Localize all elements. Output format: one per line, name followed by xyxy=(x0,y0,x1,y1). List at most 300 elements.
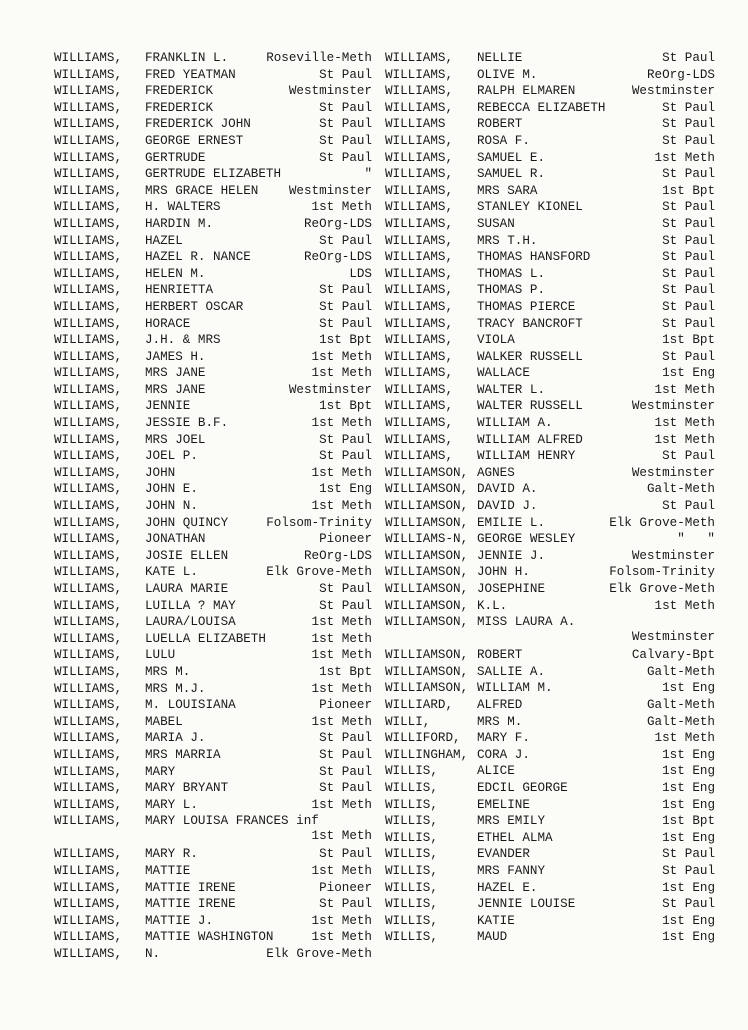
given-name-text: MRS T.H. xyxy=(477,233,538,248)
list-item xyxy=(385,498,715,515)
surname-text: WILLIAMSON, xyxy=(385,598,469,613)
church-text: 1st Meth xyxy=(654,150,715,165)
list-item xyxy=(385,133,715,150)
given-name-text: HARDIN M. xyxy=(145,216,214,231)
given-name-text: EDCIL GEORGE xyxy=(477,780,568,795)
given-name-text: HELEN M. xyxy=(145,266,206,281)
church-text: 1st Meth xyxy=(311,681,372,696)
given-name-text: ROSA F. xyxy=(477,133,530,148)
church-text: St Paul xyxy=(319,847,372,862)
given-name-text: HAZEL R. NANCE xyxy=(145,250,251,265)
given-name-text: JENNIE LOUISE xyxy=(477,897,576,912)
church-text: St Paul xyxy=(319,117,372,132)
list-item xyxy=(385,116,715,133)
given-name-text: JONATHAN xyxy=(145,532,206,547)
list-item xyxy=(54,199,372,216)
surname-text: WILLIS, xyxy=(385,913,438,928)
given-name-text: VIOLA xyxy=(477,333,515,348)
list-item xyxy=(54,415,372,432)
given-name-text: STANLEY KIONEL xyxy=(477,200,583,215)
surname-text: WILLIAMS, xyxy=(385,216,454,231)
given-name-text: TRACY BANCROFT xyxy=(477,316,583,331)
list-item xyxy=(385,548,715,565)
given-name-text: FRANKLIN L. xyxy=(145,51,229,65)
surname-text: WILLIAMS, xyxy=(385,399,454,414)
church-text: St Paul xyxy=(662,283,715,298)
surname-text: WILLIAMS, xyxy=(54,150,123,165)
church-text: 1st Meth xyxy=(654,416,715,431)
given-name-text: THOMAS HANSFORD xyxy=(477,250,591,265)
given-name-text: KATIE xyxy=(477,913,515,928)
list-item xyxy=(54,548,372,565)
list-item xyxy=(385,747,715,764)
surname-text: WILLIAMS, xyxy=(385,432,454,447)
church-text: 1st Eng xyxy=(662,681,715,696)
church-text: 1st Meth xyxy=(311,829,372,844)
surname-text: WILLIAMS, xyxy=(385,283,454,298)
given-name-text: MARY xyxy=(145,764,176,779)
church-text: 1st Eng xyxy=(662,880,715,895)
given-name-text: JESSIE B.F. xyxy=(145,416,229,431)
surname-text: WILLIS, xyxy=(385,830,438,845)
given-name-text: SALLIE A. xyxy=(477,664,546,679)
church-text: St Paul xyxy=(662,316,715,331)
given-name-text: MRS JOEL xyxy=(145,432,206,447)
surname-text: WILLIAMS, xyxy=(54,250,123,265)
surname-text: WILLIAMS, xyxy=(54,897,123,912)
given-name-text: ALFRED xyxy=(477,697,523,712)
church-text: St Paul xyxy=(319,432,372,447)
list-item xyxy=(54,133,372,150)
list-item xyxy=(385,830,715,847)
surname-text: WILLIAMS, xyxy=(385,233,454,248)
church-text: 1st Meth xyxy=(311,631,372,646)
church-text: Westminster xyxy=(631,84,715,99)
church-text: St Paul xyxy=(319,582,372,596)
given-name-text: HENRIETTA xyxy=(145,283,214,298)
surname-text: WILLIAMSON, xyxy=(385,465,469,480)
surname-text: WILLIAMSON, xyxy=(385,515,469,530)
church-text: St Paul xyxy=(662,299,715,314)
given-name-text: SUSAN xyxy=(477,216,515,231)
surname-text: WILLIAMS, xyxy=(54,565,123,580)
surname-text: WILLIARD, xyxy=(385,697,454,712)
church-text: St Paul xyxy=(319,747,372,762)
given-name-text: JOHN N. xyxy=(145,499,198,514)
church-text: St Paul xyxy=(662,167,715,182)
list-item xyxy=(54,813,372,846)
surname-text: WILLIAMS, xyxy=(54,814,123,829)
church-text: Folsom-Trinity xyxy=(266,515,372,530)
surname-text: WILLIAMS, xyxy=(385,133,454,148)
list-item xyxy=(54,365,372,382)
surname-text: WILLIAMS, xyxy=(54,532,123,547)
surname-text: WILLIS, xyxy=(385,764,438,779)
surname-text: WILLIAMS, xyxy=(54,100,123,115)
given-name-text: THOMAS L. xyxy=(477,266,546,281)
list-item xyxy=(54,498,372,515)
list-item xyxy=(54,50,372,67)
given-name-text: JENNIE J. xyxy=(477,548,546,563)
church-text: 1st Bpt xyxy=(662,333,715,348)
surname-text: WILLIAMSON, xyxy=(385,648,469,663)
church-text: 1st Meth xyxy=(311,416,372,431)
church-text: 1st Meth xyxy=(311,797,372,812)
church-text: St Paul xyxy=(662,51,715,65)
list-item xyxy=(54,100,372,117)
church-text: ReOrg-LDS xyxy=(303,250,372,265)
given-name-text: MARY F. xyxy=(477,731,530,746)
list-item xyxy=(385,598,715,615)
given-name-text: WILLIAM M. xyxy=(477,681,553,696)
given-name-text: LAURA MARIE xyxy=(145,582,229,596)
church-text: 1st Eng xyxy=(662,747,715,762)
list-item xyxy=(54,614,372,631)
given-name-text: JOHN xyxy=(145,465,176,480)
church-text: St Paul xyxy=(662,117,715,132)
surname-text: WILLIAMS, xyxy=(54,515,123,530)
surname-text: WILLIAMS, xyxy=(385,84,454,99)
surname-text: WILLIAMSON, xyxy=(385,499,469,514)
surname-text: WILLIAMS, xyxy=(54,51,123,65)
given-name-text: KATE L. xyxy=(145,565,198,580)
given-name-text: JOSIE ELLEN xyxy=(145,548,229,563)
given-name-text: MARIA J. xyxy=(145,731,206,746)
surname-text: WILLIAMS, xyxy=(54,183,123,198)
surname-text: WILLIAMS, xyxy=(385,449,454,464)
list-item xyxy=(385,880,715,897)
surname-text: WILLIAMS, xyxy=(54,548,123,563)
surname-text: WILLIAMS, xyxy=(54,615,123,630)
list-item xyxy=(385,50,715,67)
church-text: 1st Eng xyxy=(662,366,715,381)
church-text: LDS xyxy=(349,266,372,281)
given-name-text: LULU xyxy=(145,648,176,663)
list-item xyxy=(54,581,372,598)
surname-text: WILLIAMS, xyxy=(54,283,123,298)
surname-text: WILLIFORD, xyxy=(385,731,461,746)
list-item xyxy=(385,448,715,465)
surname-text: WILLIS, xyxy=(385,780,438,795)
list-item xyxy=(385,813,715,830)
surname-text: WILLIAMS, xyxy=(385,67,454,82)
list-item xyxy=(54,382,372,399)
given-name-text: MRS M.J. xyxy=(145,681,206,696)
surname-text: WILLIAMS, xyxy=(385,250,454,265)
left-column xyxy=(54,50,372,962)
church-text: Galt-Meth xyxy=(646,482,715,497)
church-text: Galt-Meth xyxy=(646,714,715,729)
church-text: St Paul xyxy=(662,349,715,364)
church-text: 1st Meth xyxy=(311,930,372,945)
church-text: 1st Eng xyxy=(319,482,372,497)
list-item xyxy=(385,183,715,200)
given-name-text: EVANDER xyxy=(477,847,530,862)
list-item xyxy=(385,349,715,366)
church-text: St Paul xyxy=(662,200,715,215)
church-text: Pioneer xyxy=(319,532,372,547)
list-item xyxy=(385,465,715,482)
surname-text: WILLIAMS, xyxy=(54,714,123,729)
list-item xyxy=(54,730,372,747)
given-name-text: WALTER L. xyxy=(477,382,546,397)
church-text: 1st Meth xyxy=(311,349,372,364)
church-text: Westminster xyxy=(288,183,372,198)
given-name-text: JOHN H. xyxy=(477,565,530,580)
given-name-text: ROBERT xyxy=(477,117,523,132)
church-text: St Paul xyxy=(319,67,372,82)
list-item xyxy=(385,299,715,316)
given-name-text: ALICE xyxy=(477,764,515,779)
list-item xyxy=(54,846,372,863)
given-name-text: JOHN QUINCY xyxy=(145,515,229,530)
church-text: Pioneer xyxy=(319,698,372,713)
list-item xyxy=(54,764,372,781)
list-item xyxy=(54,299,372,316)
surname-text: WILLIAMSON, xyxy=(385,565,469,580)
surname-text: WILLIAMS, xyxy=(54,399,123,414)
list-item xyxy=(54,681,372,698)
list-item xyxy=(54,465,372,482)
surname-text: WILLIAMS, xyxy=(54,946,123,961)
given-name-text: EMELINE xyxy=(477,797,530,812)
surname-text: WILLIAMS, xyxy=(54,200,123,215)
list-item xyxy=(385,664,715,681)
list-item xyxy=(54,515,372,532)
given-name-text: JOHN E. xyxy=(145,482,198,497)
list-item xyxy=(385,100,715,117)
list-item xyxy=(385,398,715,415)
given-name-text: HERBERT OSCAR xyxy=(145,299,244,314)
surname-text: WILLIAMS, xyxy=(54,266,123,281)
list-item xyxy=(385,365,715,382)
given-name-text: MATTIE J. xyxy=(145,913,214,928)
church-text: St Paul xyxy=(662,250,715,265)
list-item xyxy=(385,714,715,731)
church-text: 1st Bpt xyxy=(319,399,372,414)
church-text: St Paul xyxy=(319,598,372,613)
list-item xyxy=(54,150,372,167)
church-text: Roseville-Meth xyxy=(266,51,372,65)
given-name-text: ROBERT xyxy=(477,648,523,663)
list-item xyxy=(385,647,715,664)
list-item xyxy=(385,316,715,333)
surname-text: WILLIAMS, xyxy=(54,233,123,248)
surname-text: WILLIAMS, xyxy=(54,416,123,431)
list-item xyxy=(385,332,715,349)
surname-text: WILLIAMS, xyxy=(54,316,123,331)
surname-text: WILLIAMS, xyxy=(54,349,123,364)
surname-text: WILLIAMS, xyxy=(54,764,123,779)
surname-text: WILLIAMS xyxy=(385,117,446,132)
church-text: 1st Meth xyxy=(311,615,372,630)
list-item xyxy=(54,481,372,498)
church-text: St Paul xyxy=(319,133,372,148)
right-column xyxy=(385,50,715,946)
given-name-text: MATTIE IRENE xyxy=(145,880,236,895)
surname-text: WILLIAMS, xyxy=(54,133,123,148)
surname-text: WILLIAMSON, xyxy=(385,582,469,596)
list-item xyxy=(54,432,372,449)
given-name-text: DAVID J. xyxy=(477,499,538,514)
surname-text: WILLIAMS, xyxy=(385,150,454,165)
list-item xyxy=(54,647,372,664)
given-name-text: GERTRUDE xyxy=(145,150,206,165)
given-name-text: MATTIE WASHINGTON xyxy=(145,930,274,945)
list-item xyxy=(54,780,372,797)
surname-text: WILLIAMS, xyxy=(385,200,454,215)
surname-text: WILLIAMS, xyxy=(54,465,123,480)
given-name-text: WILLIAM A. xyxy=(477,416,553,431)
church-text: Westminster xyxy=(288,382,372,397)
list-item xyxy=(54,714,372,731)
surname-text: WILLIAMS, xyxy=(54,449,123,464)
given-name-text: WALTER RUSSELL xyxy=(477,399,583,414)
given-name-text: HAZEL xyxy=(145,233,183,248)
church-text: Calvary-Bpt xyxy=(631,648,715,663)
given-name-text: FREDERICK xyxy=(145,84,214,99)
list-item xyxy=(385,432,715,449)
given-name-text: MARY BRYANT xyxy=(145,781,229,796)
church-text: Elk Grove-Meth xyxy=(609,515,715,530)
church-text: St Paul xyxy=(662,100,715,115)
given-name-text: JAMES H. xyxy=(145,349,206,364)
given-name-text: MAUD xyxy=(477,930,508,945)
church-text: Westminster xyxy=(631,465,715,480)
list-item xyxy=(54,249,372,266)
surname-text: WILLIAMSON, xyxy=(385,548,469,563)
church-text: Pioneer xyxy=(319,880,372,895)
church-text: 1st Bpt xyxy=(662,183,715,198)
church-text: St Paul xyxy=(662,266,715,281)
surname-text: WILLIAMS, xyxy=(54,499,123,514)
surname-text: WILLIAMS, xyxy=(54,582,123,596)
given-name-text: FREDERICK xyxy=(145,100,214,115)
church-text: 1st Meth xyxy=(311,465,372,480)
list-item xyxy=(54,531,372,548)
church-text: St Paul xyxy=(319,897,372,912)
church-text: ReOrg-LDS xyxy=(303,548,372,563)
surname-text: WILLIAMS, xyxy=(385,366,454,381)
surname-text: WILLIAMS, xyxy=(54,847,123,862)
church-text: St Paul xyxy=(319,449,372,464)
given-name-text: GERTRUDE ELIZABETH xyxy=(145,167,282,182)
church-text: St Paul xyxy=(662,499,715,514)
given-name-text: MARY LOUISA FRANCES inf xyxy=(145,814,319,829)
given-name-text: MATTIE IRENE xyxy=(145,897,236,912)
list-item xyxy=(385,150,715,167)
church-text: 1st Meth xyxy=(311,366,372,381)
list-item xyxy=(385,199,715,216)
list-item xyxy=(54,83,372,100)
church-text: " xyxy=(364,167,372,182)
church-text: 1st Meth xyxy=(311,714,372,729)
church-text: St Paul xyxy=(319,764,372,779)
surname-text: WILLIAMS, xyxy=(54,681,123,696)
list-item xyxy=(54,448,372,465)
list-item xyxy=(54,896,372,913)
church-text: Westminster xyxy=(288,84,372,99)
list-item xyxy=(54,349,372,366)
church-text: St Paul xyxy=(319,781,372,796)
list-item xyxy=(385,481,715,498)
list-item xyxy=(385,249,715,266)
given-name-text: RALPH ELMAREN xyxy=(477,84,576,99)
list-item xyxy=(54,913,372,930)
given-name-text: MRS M. xyxy=(145,664,191,679)
list-item xyxy=(54,266,372,283)
given-name-text: MRS JANE xyxy=(145,366,206,381)
surname-text: WILLIAMS, xyxy=(54,913,123,928)
church-text: Folsom-Trinity xyxy=(609,565,715,580)
given-name-text: GEORGE WESLEY xyxy=(477,532,576,547)
given-name-text: MRS FANNY xyxy=(477,863,546,878)
church-text: Westminster xyxy=(631,548,715,563)
given-name-text: ETHEL ALMA xyxy=(477,830,553,845)
surname-text: WILLIAMS, xyxy=(385,333,454,348)
given-name-text: AGNES xyxy=(477,465,515,480)
list-item xyxy=(54,67,372,84)
surname-text: WILLIAMS, xyxy=(54,333,123,348)
given-name-text: J.H. & MRS xyxy=(145,333,221,348)
given-name-text: JOSEPHINE xyxy=(477,582,546,596)
surname-text: WILLIAMS, xyxy=(54,216,123,231)
church-text: St Paul xyxy=(662,449,715,464)
given-name-text: MRS GRACE HELEN xyxy=(145,183,259,198)
list-item xyxy=(54,598,372,615)
church-text: 1st Eng xyxy=(662,764,715,779)
church-text: 1st Meth xyxy=(311,863,372,878)
list-item xyxy=(54,316,372,333)
given-name-text: MARY R. xyxy=(145,847,198,862)
surname-text: WILLIAMS, xyxy=(54,299,123,314)
church-text: Elk Grove-Meth xyxy=(266,565,372,580)
given-name-text: N. xyxy=(145,946,161,961)
church-text: St Paul xyxy=(319,150,372,165)
church-text: ReOrg-LDS xyxy=(303,216,372,231)
surname-text: WILLIS, xyxy=(385,880,438,895)
surname-text: WILLIAMS, xyxy=(54,863,123,878)
given-name-text: MRS M. xyxy=(477,714,523,729)
list-item xyxy=(385,780,715,797)
list-item xyxy=(54,398,372,415)
list-item xyxy=(385,216,715,233)
given-name-text: FRED YEATMAN xyxy=(145,67,236,82)
list-item xyxy=(385,680,715,697)
surname-text: WILLIAMS, xyxy=(54,167,123,182)
church-text: St Paul xyxy=(662,233,715,248)
surname-text: WILLIS, xyxy=(385,897,438,912)
list-item xyxy=(385,233,715,250)
surname-text: WILLIAMS, xyxy=(385,183,454,198)
given-name-text: DAVID A. xyxy=(477,482,538,497)
list-item xyxy=(385,564,715,581)
list-item xyxy=(54,664,372,681)
surname-text: WILLIAMS, xyxy=(54,631,123,646)
list-item xyxy=(54,166,372,183)
surname-text: WILLIAMS, xyxy=(385,382,454,397)
church-text: St Paul xyxy=(319,299,372,314)
church-text: Galt-Meth xyxy=(646,664,715,679)
list-item xyxy=(385,797,715,814)
church-text: 1st Meth xyxy=(311,499,372,514)
surname-text: WILLIAMS, xyxy=(385,416,454,431)
surname-text: WILLIS, xyxy=(385,863,438,878)
given-name-text: OLIVE M. xyxy=(477,67,538,82)
given-name-text: H. WALTERS xyxy=(145,200,221,215)
given-name-text: MRS MARRIA xyxy=(145,747,221,762)
list-item xyxy=(385,929,715,946)
